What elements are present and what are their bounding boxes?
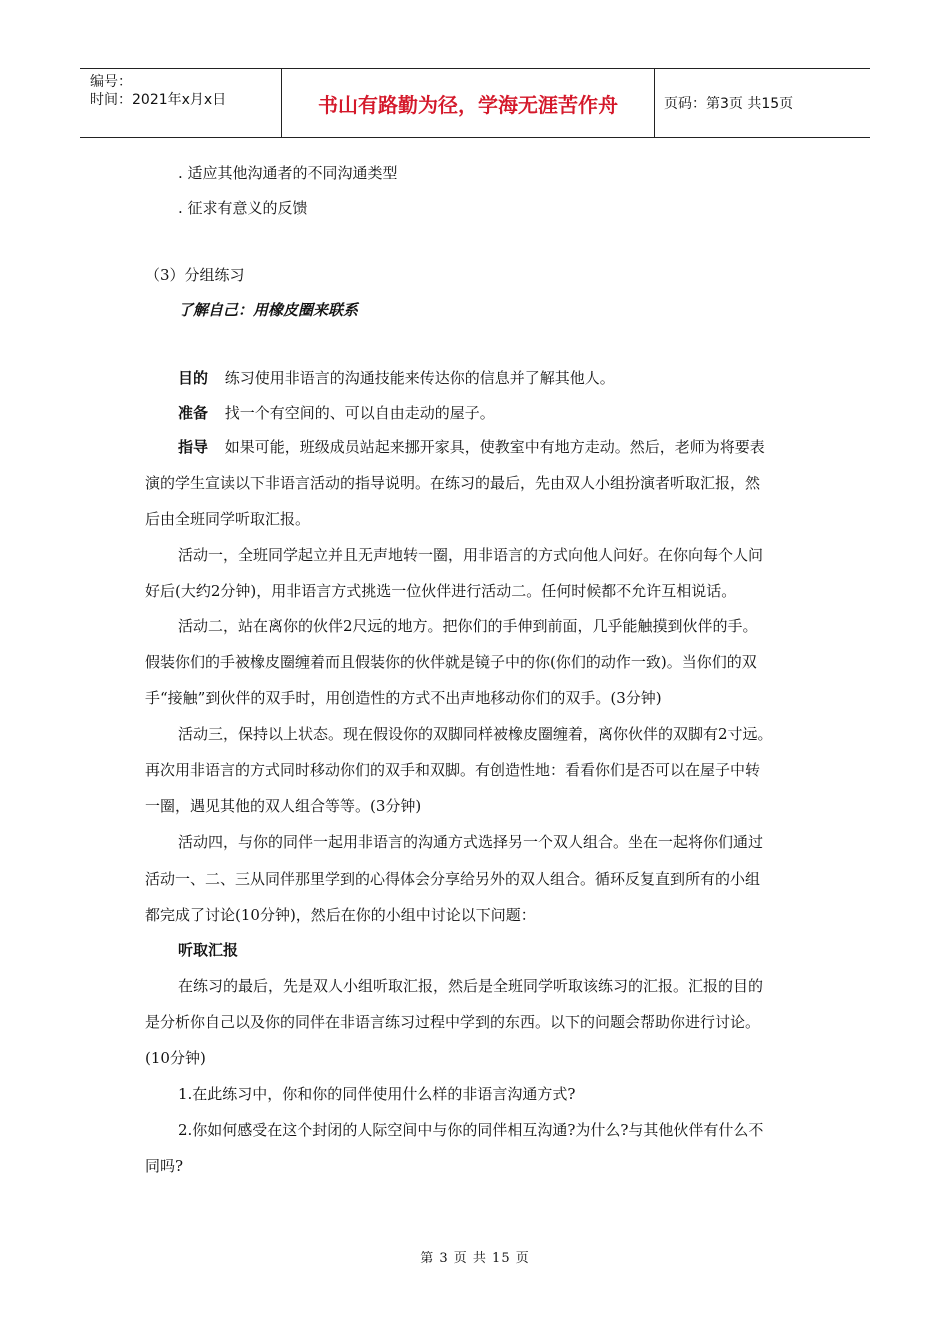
page-header: [80, 68, 870, 138]
date-line: 时间：2021年x月x日: [90, 92, 227, 108]
guide-text: 如果可能，班级成员站起来挪开家具，使教室中有地方走动。然后，老师为将要表: [224, 438, 765, 456]
prep-line: [178, 402, 495, 423]
paragraph-line: 再次用非语言的方式同时移动你们的双手和双脚。有创造性地：看看你们是否可以在屋子中转: [145, 761, 761, 779]
question-item-continued: 同吗?: [145, 1157, 184, 1175]
paragraph-line: 活动三，保持以上状态。现在假设你的双脚同样被橡皮圈缠着，离你伙伴的双脚有2寸远。: [178, 725, 773, 743]
guide-line: [178, 436, 765, 457]
paragraph-line: 演的学生宣读以下非语言活动的指导说明。在练习的最后，先由双人小组扮演者听取汇报，然: [145, 474, 761, 492]
paragraph-line: 一圈，遇见其他的双人组合等等。(3分钟): [145, 797, 422, 815]
guide-label: 指导: [178, 438, 209, 456]
purpose-line: [178, 367, 615, 388]
question-item: 1.在此练习中，你和你的同伴使用什么样的非语言沟通方式?: [178, 1085, 576, 1103]
header-meta: [80, 69, 282, 137]
paragraph-line: 后由全班同学听取汇报。: [145, 510, 311, 528]
paragraph-line: (10分钟): [145, 1049, 206, 1067]
debrief-heading: 听取汇报: [178, 941, 239, 959]
paragraph-line: 活动二，站在离你的伙伴2尺远的地方。把你们的手伸到前面，几乎能触摸到伙伴的手。: [178, 617, 758, 635]
prep-label: 准备: [178, 404, 209, 422]
paragraph-line: 假装你们的手被橡皮圈缠着而且假装你的伙伴就是镜子中的你(你们的动作一致)。当你们的双: [145, 653, 757, 671]
section-heading: （3）分组练习: [145, 266, 245, 284]
paragraph-line: 在练习的最后，先是双人小组听取汇报，然后是全班同学听取该练习的汇报。汇报的目的: [178, 977, 764, 995]
paragraph-line: 是分析你自己以及你的同伴在非语言练习过程中学到的东西。以下的问题会帮助你进行讨论。: [145, 1013, 761, 1031]
purpose-text: 练习使用非语言的沟通技能来传达你的信息并了解其他人。: [224, 369, 615, 387]
number-label: 编号：: [90, 74, 132, 90]
purpose-label: 目的: [178, 369, 209, 387]
question-item: 2.你如何感受在这个封闭的人际空间中与你的同伴相互沟通?为什么?与其他伙伴有什么不: [178, 1121, 764, 1139]
paragraph-line: 活动一、二、三从同伴那里学到的心得体会分享给另外的双人组合。循环反复直到所有的小组: [145, 870, 761, 888]
bullet-item: . 征求有意义的反馈: [178, 199, 308, 217]
bullet-item: . 适应其他沟通者的不同沟通类型: [178, 164, 398, 182]
header-motto: 书山有路勤为径，学海无涯苦作舟: [282, 69, 655, 137]
page-footer: 第 3 页 共 15 页: [420, 1251, 530, 1266]
paragraph-line: 好后(大约2分钟)，用非语言方式挑选一位伙伴进行活动二。任何时候都不允许互相说话。: [145, 582, 737, 600]
paragraph-line: 活动一，全班同学起立并且无声地转一圈，用非语言的方式向他人问好。在你向每个人问: [178, 546, 764, 564]
paragraph-line: 手“接触”到伙伴的双手时，用创造性的方式不出声地移动你们的双手。(3分钟): [145, 689, 662, 707]
paragraph-line: 活动四，与你的同伴一起用非语言的沟通方式选择另一个双人组合。坐在一起将你们通过: [178, 833, 764, 851]
prep-text: 找一个有空间的、可以自由走动的屋子。: [224, 404, 495, 422]
exercise-title: 了解自己：用橡皮圈来联系: [178, 301, 359, 319]
paragraph-line: 都完成了讨论(10分钟)，然后在你的小组中讨论以下问题：: [145, 906, 536, 924]
header-page-info: 页码：第3页 共15页: [664, 96, 794, 112]
